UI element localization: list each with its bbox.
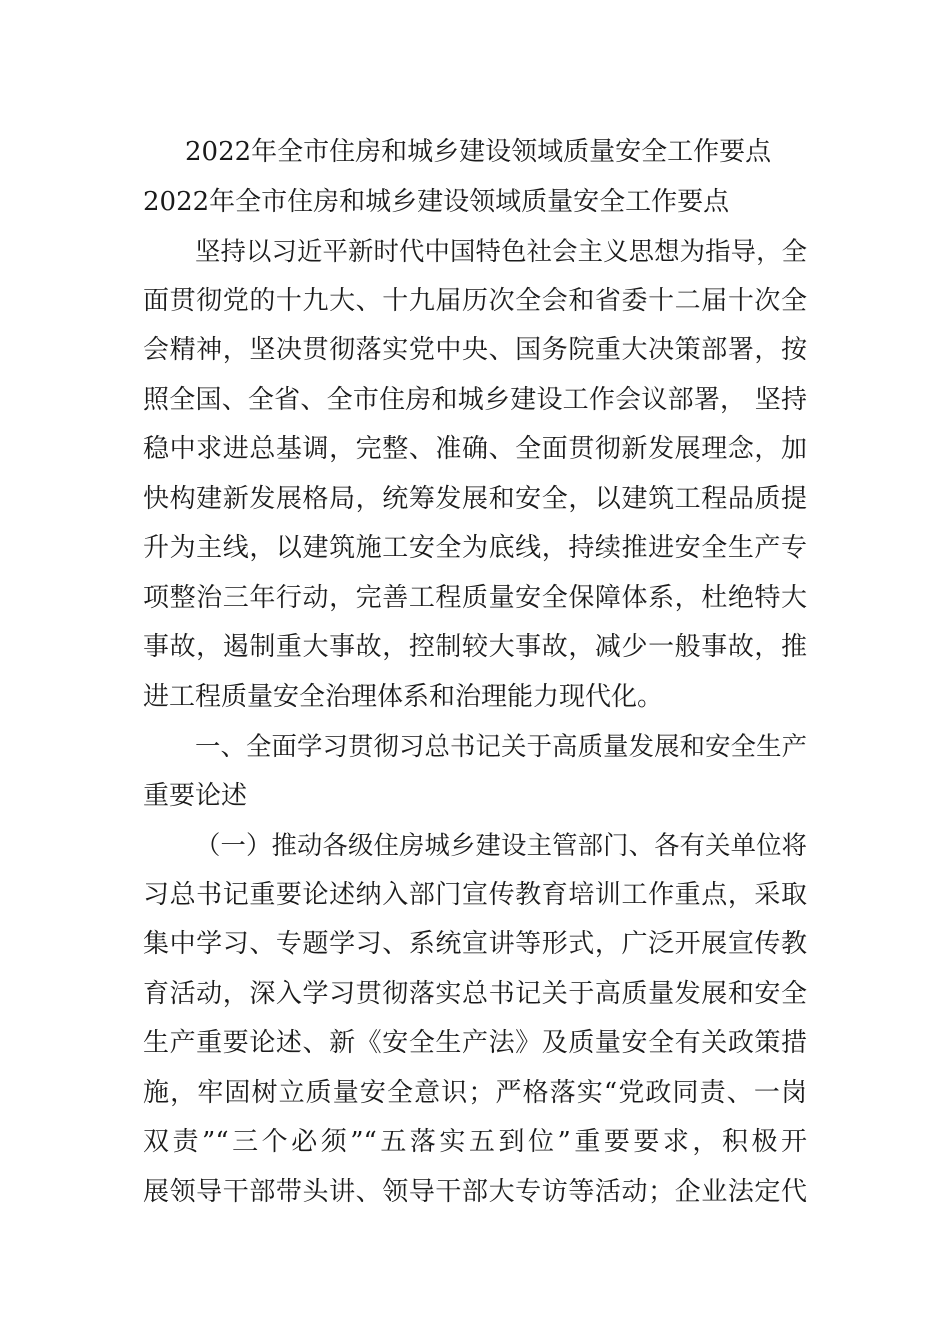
paragraph-line: （一）推动各级住房城乡建设主管部门、各有关单位将 [195, 830, 807, 860]
paragraph-line: 快构建新发展格局，统筹发展和安全，以建筑工程品质提 [143, 483, 807, 514]
section-1-item-1-paragraph [143, 821, 807, 1217]
paragraph-line: 稳中求进总基调，完整、准确、全面贯彻新发展理念，加 [143, 434, 807, 464]
paragraph-line: 育活动，深入学习贯彻落实总书记关于高质量发展和安全 [143, 978, 807, 1009]
document-subtitle: 2022年全市住房和城乡建设领域质量安全工作要点 [143, 186, 730, 217]
paragraph-line: 集中学习、专题学习、系统宣讲等形式，广泛开展宣传教 [143, 929, 807, 959]
heading-line: 一、全面学习贯彻习总书记关于高质量发展和安全生产 [195, 731, 807, 761]
paragraph-line: 双责”“三个必须”“五落实五到位”重要要求，积极开 [143, 1127, 807, 1157]
heading-line: 重要论述 [143, 780, 248, 811]
paragraph-line: 生产重要论述、新《安全生产法》及质量安全有关政策措 [143, 1028, 807, 1058]
document-title: 2022年全市住房和城乡建设领域质量安全工作要点 [185, 137, 772, 167]
paragraph-line: 项整治三年行动，完善工程质量安全保障体系，杜绝特大 [143, 582, 807, 613]
paragraph-line: 事故，遏制重大事故，控制较大事故，减少一般事故，推 [143, 632, 807, 662]
document-body [143, 128, 807, 1217]
paragraph-line: 升为主线，以建筑施工安全为底线，持续推进安全生产专 [143, 533, 807, 563]
paragraph-line: 施，牢固树立质量安全意识；严格落实“党政同责、一岗 [143, 1077, 807, 1108]
paragraph-line: 展领导干部带头讲、领导干部大专访等活动；企业法定代 [143, 1176, 807, 1207]
paragraph-line: 习总书记重要论述纳入部门宣传教育培训工作重点，采取 [143, 879, 807, 910]
paragraph-line: 坚持以习近平新时代中国特色社会主义思想为指导，全 [195, 236, 807, 266]
paragraph-line: 照全国、全省、全市住房和城乡建设工作会议部署， 坚持 [143, 384, 807, 415]
paragraph-line: 会精神，坚决贯彻落实党中央、国务院重大决策部署，按 [143, 335, 807, 365]
paragraph-line: 面贯彻党的十九大、十九届历次全会和省委十二届十次全 [143, 285, 807, 316]
intro-paragraph [143, 227, 807, 722]
section-1-heading [143, 722, 807, 821]
paragraph-line: 进工程质量安全治理体系和治理能力现代化。 [143, 681, 664, 712]
